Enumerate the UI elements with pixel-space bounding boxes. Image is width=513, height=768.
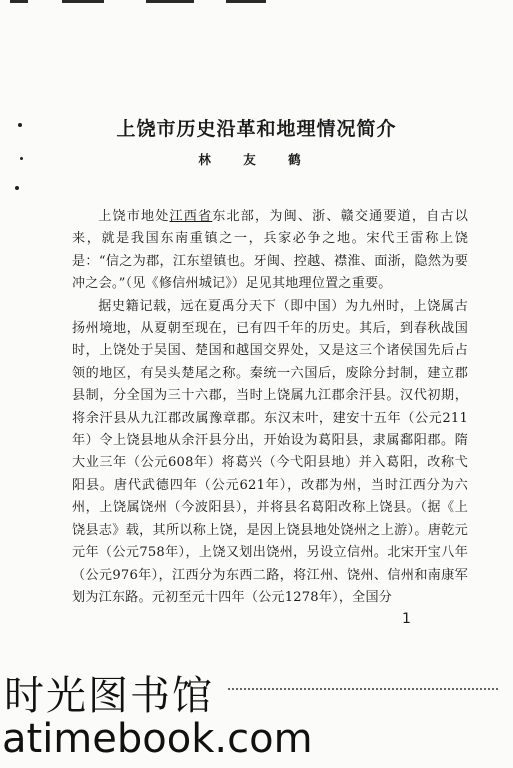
scan-mark [226, 0, 266, 3]
paragraph-text: 上饶市地处 [98, 209, 170, 224]
scan-artifact-line [228, 688, 498, 692]
scan-speck [15, 186, 19, 190]
paragraph [72, 206, 468, 296]
author-name: 林 友 鹤 [198, 152, 315, 167]
scan-mark [10, 0, 28, 3]
watermark-domain: atimebook.com [2, 716, 313, 762]
scan-top-marks [0, 0, 513, 10]
paragraph-text: 东北部，为闽、浙、赣交通要道，自古以来，就是我国东南重镇之一，兵家必争之地。宋代王雷称上饶是：“信之为郡，江东望镇也。牙闽、控越、襟淮、面浙，隐然为要冲之会。”（见《修信州城记》）足见其地理位置之重要。 [72, 209, 468, 292]
paragraph: 据史籍记载，远在夏禹分天下（即中国）为九州时，上饶属古扬州境地，从夏朝至现在，已有四千年的历史。其后，到春秋战国时，上饶处于吴国、楚国和越国交界处，又是这三个诸侯国先后占领的地区，有吴头楚尾之称。秦统一六国后，废除分封制，建立郡县制，分全国为三十六郡，当时上饶属九江郡余汗县。汉代初期，将余汗县从九江郡改属豫章郡。东汉末叶，建安十五年（公元211年）令上饶县地从余汗县分出，开始设为葛阳县，隶属鄱阳郡。隋大业三年（公元608年）将葛兴（今弋阳县地）并入葛阳，改称弋阳县。唐代武德四年（公元621年），改郡为州，当时江西分为六州，上饶属饶州（今波阳县），并将县名葛阳改称上饶县。（据《上饶县志》载，其所以称上饶，是因上饶县地处饶州之上游）。唐乾元元年（公元758年），上饶又划出饶州，另设立信州。北宋开宝八年（公元976年），江西分为东西二路，将江州、饶州、信州和南康军划为江东路。元初至元十四年（公元1278年），全国分 [72, 298, 468, 605]
scan-mark [146, 0, 194, 3]
underlined-text: 江西省 [169, 209, 213, 224]
page-title: 上饶市历史沿革和地理情况简介 [116, 118, 397, 140]
watermark-chinese: 时光图书馆 [4, 673, 214, 719]
article-body [72, 206, 468, 609]
page-number: 1 [402, 611, 411, 627]
scan-mark [62, 0, 104, 3]
